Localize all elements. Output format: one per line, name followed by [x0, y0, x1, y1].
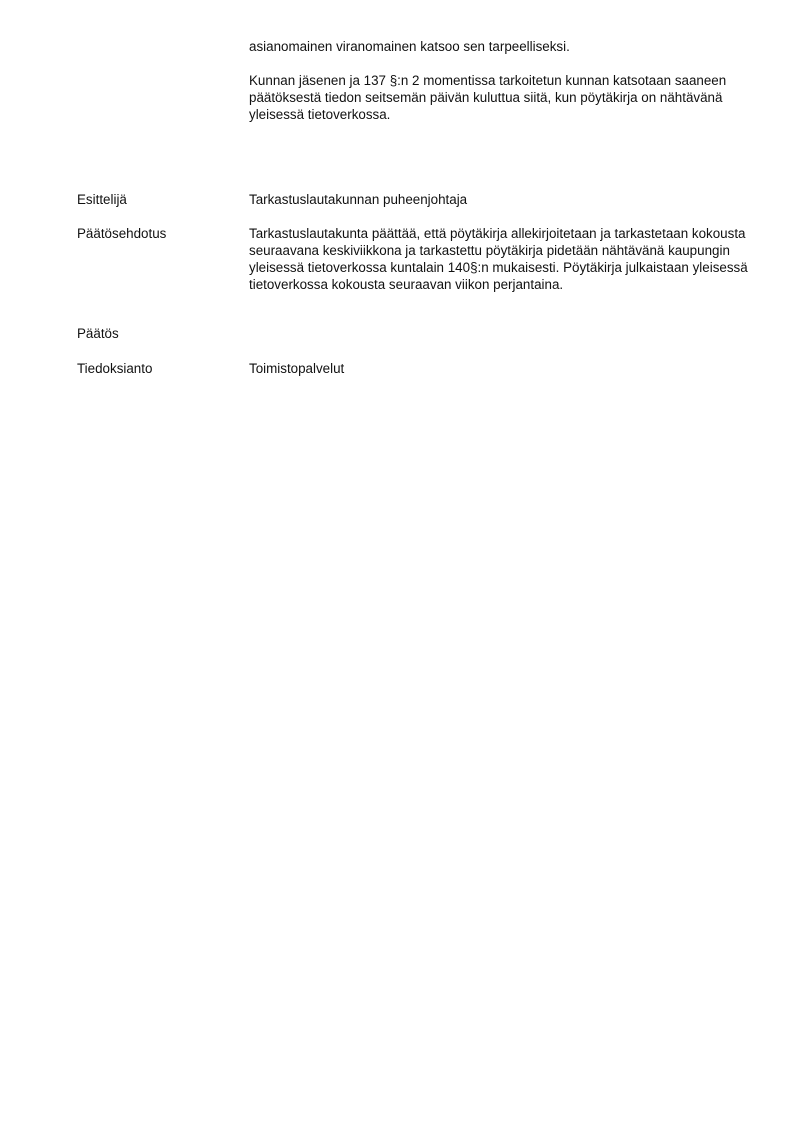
field-label: Tiedoksianto	[77, 361, 153, 376]
field-row-paatos	[77, 325, 757, 342]
field-row-esittelija	[77, 191, 757, 208]
field-value	[249, 325, 749, 342]
field-label: Päätös	[77, 326, 119, 341]
field-row-tiedoksianto	[77, 360, 757, 377]
field-label: Päätösehdotus	[77, 226, 167, 241]
field-value: Tarkastuslautakunnan puheenjohtaja	[249, 192, 468, 207]
field-row-paatosehdotus	[77, 225, 757, 293]
continuation-text: asianomainen viranomainen katsoo sen tarpeelliseksi.	[249, 39, 570, 54]
field-value: Toimistopalvelut	[249, 361, 345, 376]
field-label: Esittelijä	[77, 192, 127, 207]
field-value: Tarkastuslautakunta päättää, että pöytäkirja allekirjoitetaan ja tarkastetaan kokousta seuraavana keskiviikkona ja tarkastettu pöytäkirja pidetään nähtävänä kaupungin yleisessä tietoverkossa kuntalain 140§:n mukaisesti. Pöytäkirja julkaistaan yleisessä tietoverkossa kokousta seuraavan viikon perjantaina.	[249, 226, 748, 292]
notice-paragraph: Kunnan jäsenen ja 137 §:n 2 momentissa tarkoitetun kunnan katsotaan saaneen päätöksestä tiedon seitsemän päivän kuluttua siitä, kun pöytäkirja on nähtävänä yleisessä tietoverkossa.	[249, 73, 727, 122]
